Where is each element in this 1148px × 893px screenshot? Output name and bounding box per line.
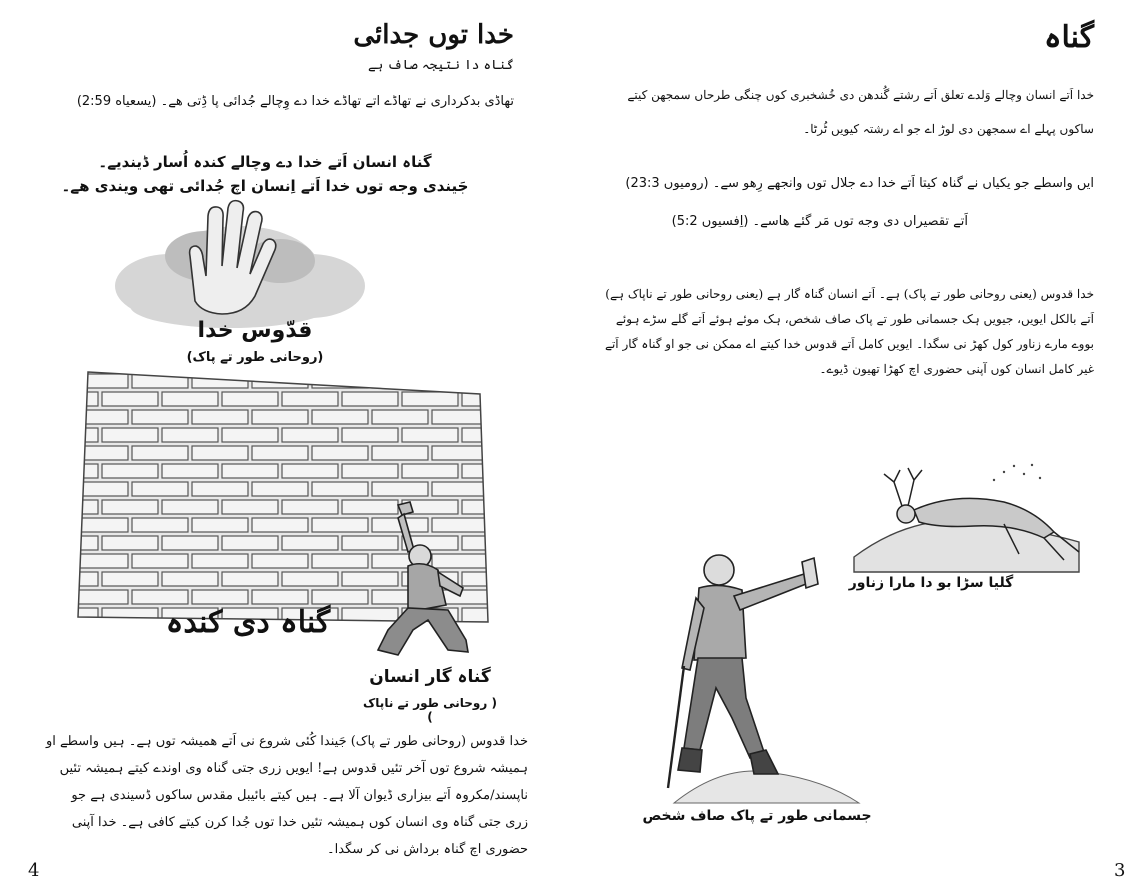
dead-animal-illustration [854, 462, 1084, 572]
holiness-paragraph: خدا قدوس (روحانی طور تے پاک) جَیندا کُئی شروع نی اَتے ھمیشہ توں ہے۔ ہیں واسطے او ہمیشہ شروع توں آخر تئیں قدوس ہے! ایویں زری جتی گناہ وی اوندے کیتے ہمیشہ تئیں ناپسند/مکروہ اَتے بیزاری ڈیوان آلا ہے۔ ہیں کیتے بائیبل مقدس ساکوں ڈسیندی ہے جو زری جتی گناہ وی انسان کوں ہمیشہ تئیں خدا توں جُدا کرن کیتے کافی ہے۔ خدا آپنی حضوری اچ گناہ برداش نی کر سگدا۔ [45, 734, 528, 857]
wall-heading [30, 150, 500, 198]
wall-heading-line1: گناہ انسان اَتے خدا دے وچالے کندہ اُسار ڈیندیے۔ [98, 153, 432, 171]
intro-paragraph: خدا اَتے انسان وچالے وَلدے تعلق اَتے رشتے گُندھن دی خُشخبری کوں چنگی طرحاں سمجھن کیتے ساکوں پہلے اے سمجھن دی لوڑ اے جو اے رشتہ کیویں ٹُرٹا۔ [627, 88, 1094, 136]
holy-god-label: قدّوس خدا [197, 318, 313, 343]
cloud-hand-illustration [110, 196, 370, 326]
right-page-number: 3 [1114, 860, 1126, 881]
left-page-number: 4 [28, 860, 40, 881]
wall-of-sin-label: گناہ دی کندہ [165, 605, 331, 640]
isaiah-verse: تھاڈی بدکرداری نے تھاڈے اتے تھاڈے خدا دے وِچالے جُدائی پا ڈِتی هے۔ (یسعیاه 2:59) [76, 94, 514, 109]
romans-verse: ایں واسطے جو یکیاں نے گناہ کیتا اَتے خدا دے جلال توں وانجھے رِھو سے۔ (رومیوں 23:3) [625, 176, 1094, 191]
right-page [574, 0, 1148, 893]
sinner-label: گناہ گار انسان [369, 667, 491, 687]
sinner-figure-illustration [368, 500, 478, 665]
sinner-sublabel: ( روحانی طور تے ناپاک ) [363, 696, 497, 724]
left-page-subtitle: گناہ دا نتیجہ صاف ہے [367, 58, 514, 73]
ephesians-verse: اَتے تقصیراں دی وجه توں مَر گئے هاسے۔ (اِفسیوں 5:2) [671, 214, 968, 229]
right-page-title: گناہ [1043, 20, 1094, 55]
wall-heading-line2: جَیندی وجه توں خدا اَتے اِنسان اچ جُدائی تھی ویندی ھے۔ [61, 177, 469, 195]
left-page-title: خدا توں جدائی [353, 20, 514, 50]
analogy-paragraph: خدا قدوس (یعنی روحانی طور تے پاک) ہے۔ اَتے انسان گناہ گار ہے (یعنی روحانی طور تے ناپاک ہے) اَتے بالکل ایویں، جیویں ہک جسمانی طور تے پاک صاف شخص، ہک موئے ہوئے اَتے گلے سڑے ہوئے بووے مارے زناور کول کھڑ نی سگدا۔ ایویں کامل اَتے قدوس خدا کیتے اے ممکن نی جو او گناہ گار اَتے غیر کامل انسان کوں آپنی حضوری اچ کھڑا تھیون ڈیوے۔ [604, 287, 1094, 376]
holy-god-sublabel: (روحانی طور تے پاک) [186, 350, 324, 365]
clean-man-label: جسمانی طور تے پاک صاف شخص [642, 808, 872, 824]
clean-man-illustration [664, 548, 864, 808]
dead-animal-label: گلیا سڑا بو دا مارا زناور [848, 575, 1014, 591]
